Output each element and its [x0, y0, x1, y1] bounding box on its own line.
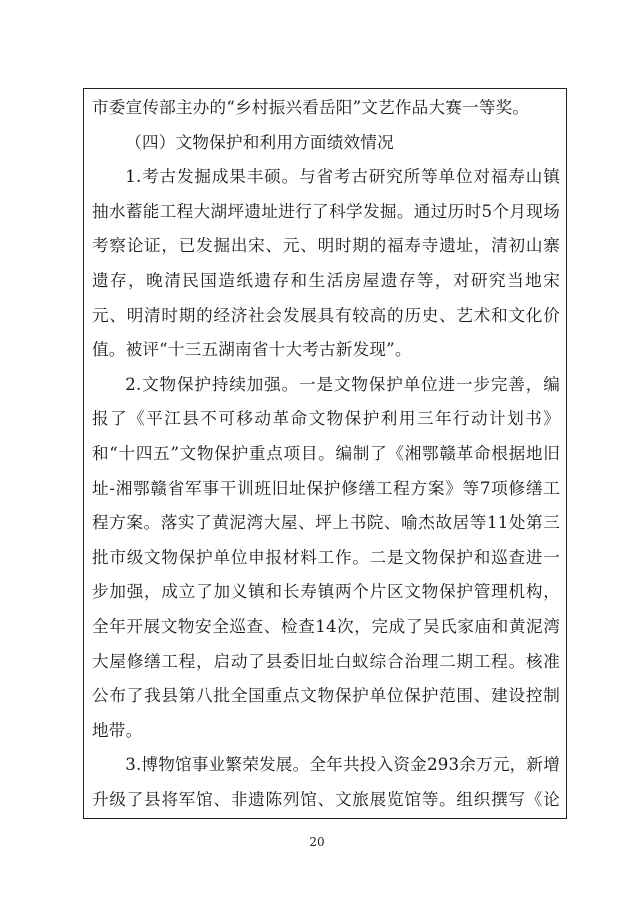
paragraph-relic-protection: 2.文物保护持续加强。一是文物保护单位进一步完善，编报了《平江县不可移动革命文物保护利用三年行动计划书》和“十四五”文物保护重点项目。编制了《湘鄂赣革命根据地旧址-湘鄂赣省军事干训班旧址保护修缮工程方案》等7项修缮工程方案。落实了黄泥湾大屋、坪上书院、喻杰故居等11处第三批市级文物保护单位申报材料工作。二是文物保护和巡查进一步加强，成立了加义镇和长寿镇两个片区文物保护管理机构，全年开展文物安全巡查、检查14次，完成了吴氏家庙和黄泥湾大屋修缮工程，启动了县委旧址白蚁综合治理二期工程。核准公布了我县第八批全国重点文物保护单位保护范围、建设控制地带。 [92, 374, 560, 740]
paragraph-museum: 3.博物馆事业繁荣发展。全年共投入资金293余万元，新增升级了县将军馆、非遗陈列馆、文旅展览馆等。组织撰写《论 [92, 755, 560, 809]
section-heading: （四）文物保护和利用方面绩效情况 [125, 132, 394, 152]
paragraph-archaeology: 1.考古发掘成果丰硕。与省考古研究所等单位对福寿山镇抽水蓄能工程大湖坪遗址进行了科学发掘。通过历时5个月现场考察论证，已发掘出宋、元、明时期的福寿寺遗址，清初山寨遗存，晚清民国造纸遗存和生活房屋遗存等，对研究当地宋元、明清时期的经济社会发展具有较高的历史、艺术和文化价值。被评“十三五湖南省十大考古新发现”。 [92, 167, 560, 360]
text-frame [83, 88, 567, 819]
paragraph-continuation: 市委宣传部主办的“乡村振兴看岳阳”文艺作品大赛一等奖。 [92, 98, 530, 117]
page-number: 20 [309, 835, 325, 849]
document-body [92, 91, 560, 819]
